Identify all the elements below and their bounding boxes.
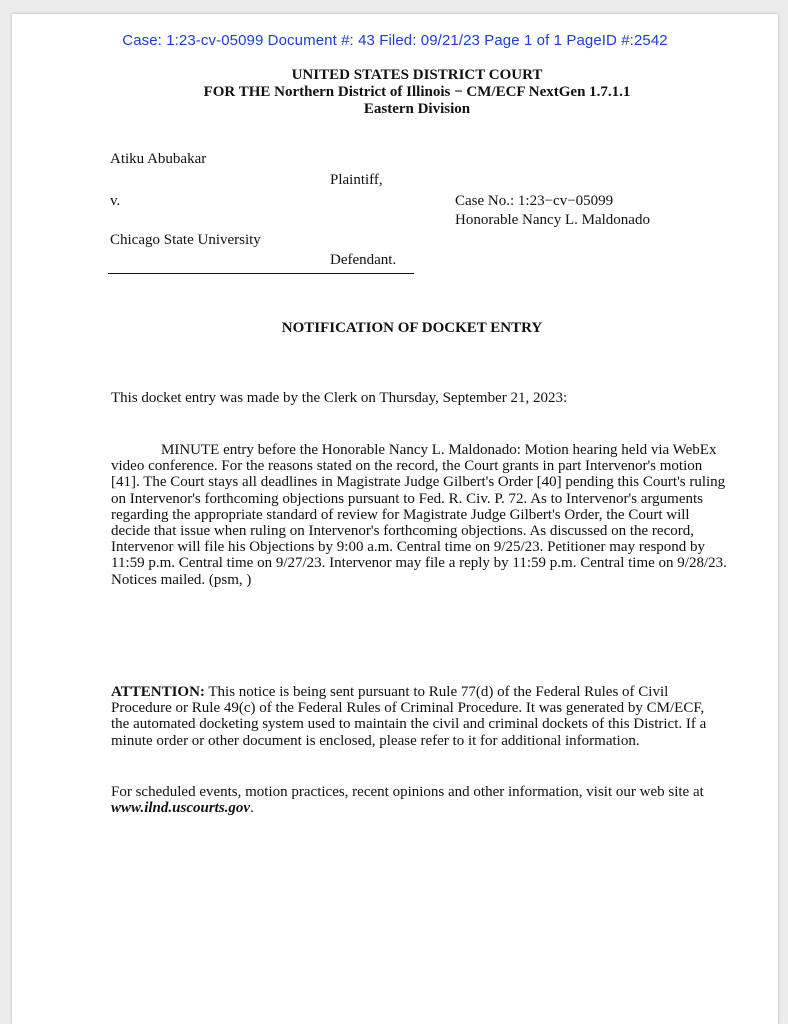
- plaintiff-role: Plaintiff,: [330, 172, 383, 188]
- document-title: NOTIFICATION OF DOCKET ENTRY: [281, 320, 543, 336]
- website-notice: [111, 784, 715, 816]
- judge-name: Honorable Nancy L. Maldonado: [455, 212, 650, 228]
- case-header-stamp: Case: 1:23-cv-05099 Document #: 43 Filed: 09/21/23 Page 1 of 1 PageID #:2542: [122, 32, 668, 49]
- court-name: UNITED STATES DISTRICT COURT: [291, 67, 543, 83]
- defendant-role: Defendant.: [330, 252, 397, 268]
- caption-divider: [108, 273, 414, 274]
- attention-notice: [111, 684, 719, 749]
- entry-intro: This docket entry was made by the Clerk on Thursday, September 21, 2023:: [111, 390, 568, 406]
- minute-entry-text: MINUTE entry before the Honorable Nancy L. Maldonado: Motion hearing held via WebEx video conference. For the reasons stated on the record, the Court grants in part Intervenor's motion [41]. The Court stays all deadlines in Magistrate Judge Gilbert's Order [40] pending this Court's ruling on Intervenor's forthcoming objections pursuant to Fed. R. Civ. P. 72. As to Intervenor's arguments regarding the appropriate standard of review for Magistrate Judge Gilbert's Order, the Court will decide that issue when ruling on Intervenor's forthcoming objections. As discussed on the record, Intervenor will file his Objections by 9:00 a.m. Central time on 9/25/23. Petitioner may respond by 11:59 p.m. Central time on 9/27/23. Intervenor may file a reply by 11:59 p.m. Central time on 9/28/23. Notices mailed. (psm, ): [111, 442, 727, 588]
- plaintiff-name: Atiku Abubakar: [110, 151, 207, 167]
- defendant-name: Chicago State University: [110, 232, 261, 248]
- court-division: Eastern Division: [363, 101, 471, 117]
- attention-label: ATTENTION:: [111, 684, 205, 700]
- court-district: FOR THE Northern District of Illinois − CM/ECF NextGen 1.7.1.1: [203, 84, 631, 100]
- attention-text: This notice is being sent pursuant to Rule 77(d) of the Federal Rules of Civil Procedure or Rule 49(c) of the Federal Rules of Criminal Procedure. It was generated by CM/ECF, the automated docketing system used to maintain the civil and criminal dockets of this District. If a minute order or other document is enclosed, please refer to it for additional information.: [111, 684, 707, 749]
- versus: v.: [110, 193, 121, 209]
- document-page: [12, 14, 778, 1024]
- website-notice-end: .: [250, 800, 254, 817]
- case-number: Case No.: 1:23−cv−05099: [455, 193, 614, 209]
- website-notice-text: For scheduled events, motion practices, recent opinions and other information, visit our web site at: [111, 784, 704, 800]
- court-heading: [12, 67, 788, 118]
- court-website-link[interactable]: www.ilnd.uscourts.gov: [111, 800, 251, 817]
